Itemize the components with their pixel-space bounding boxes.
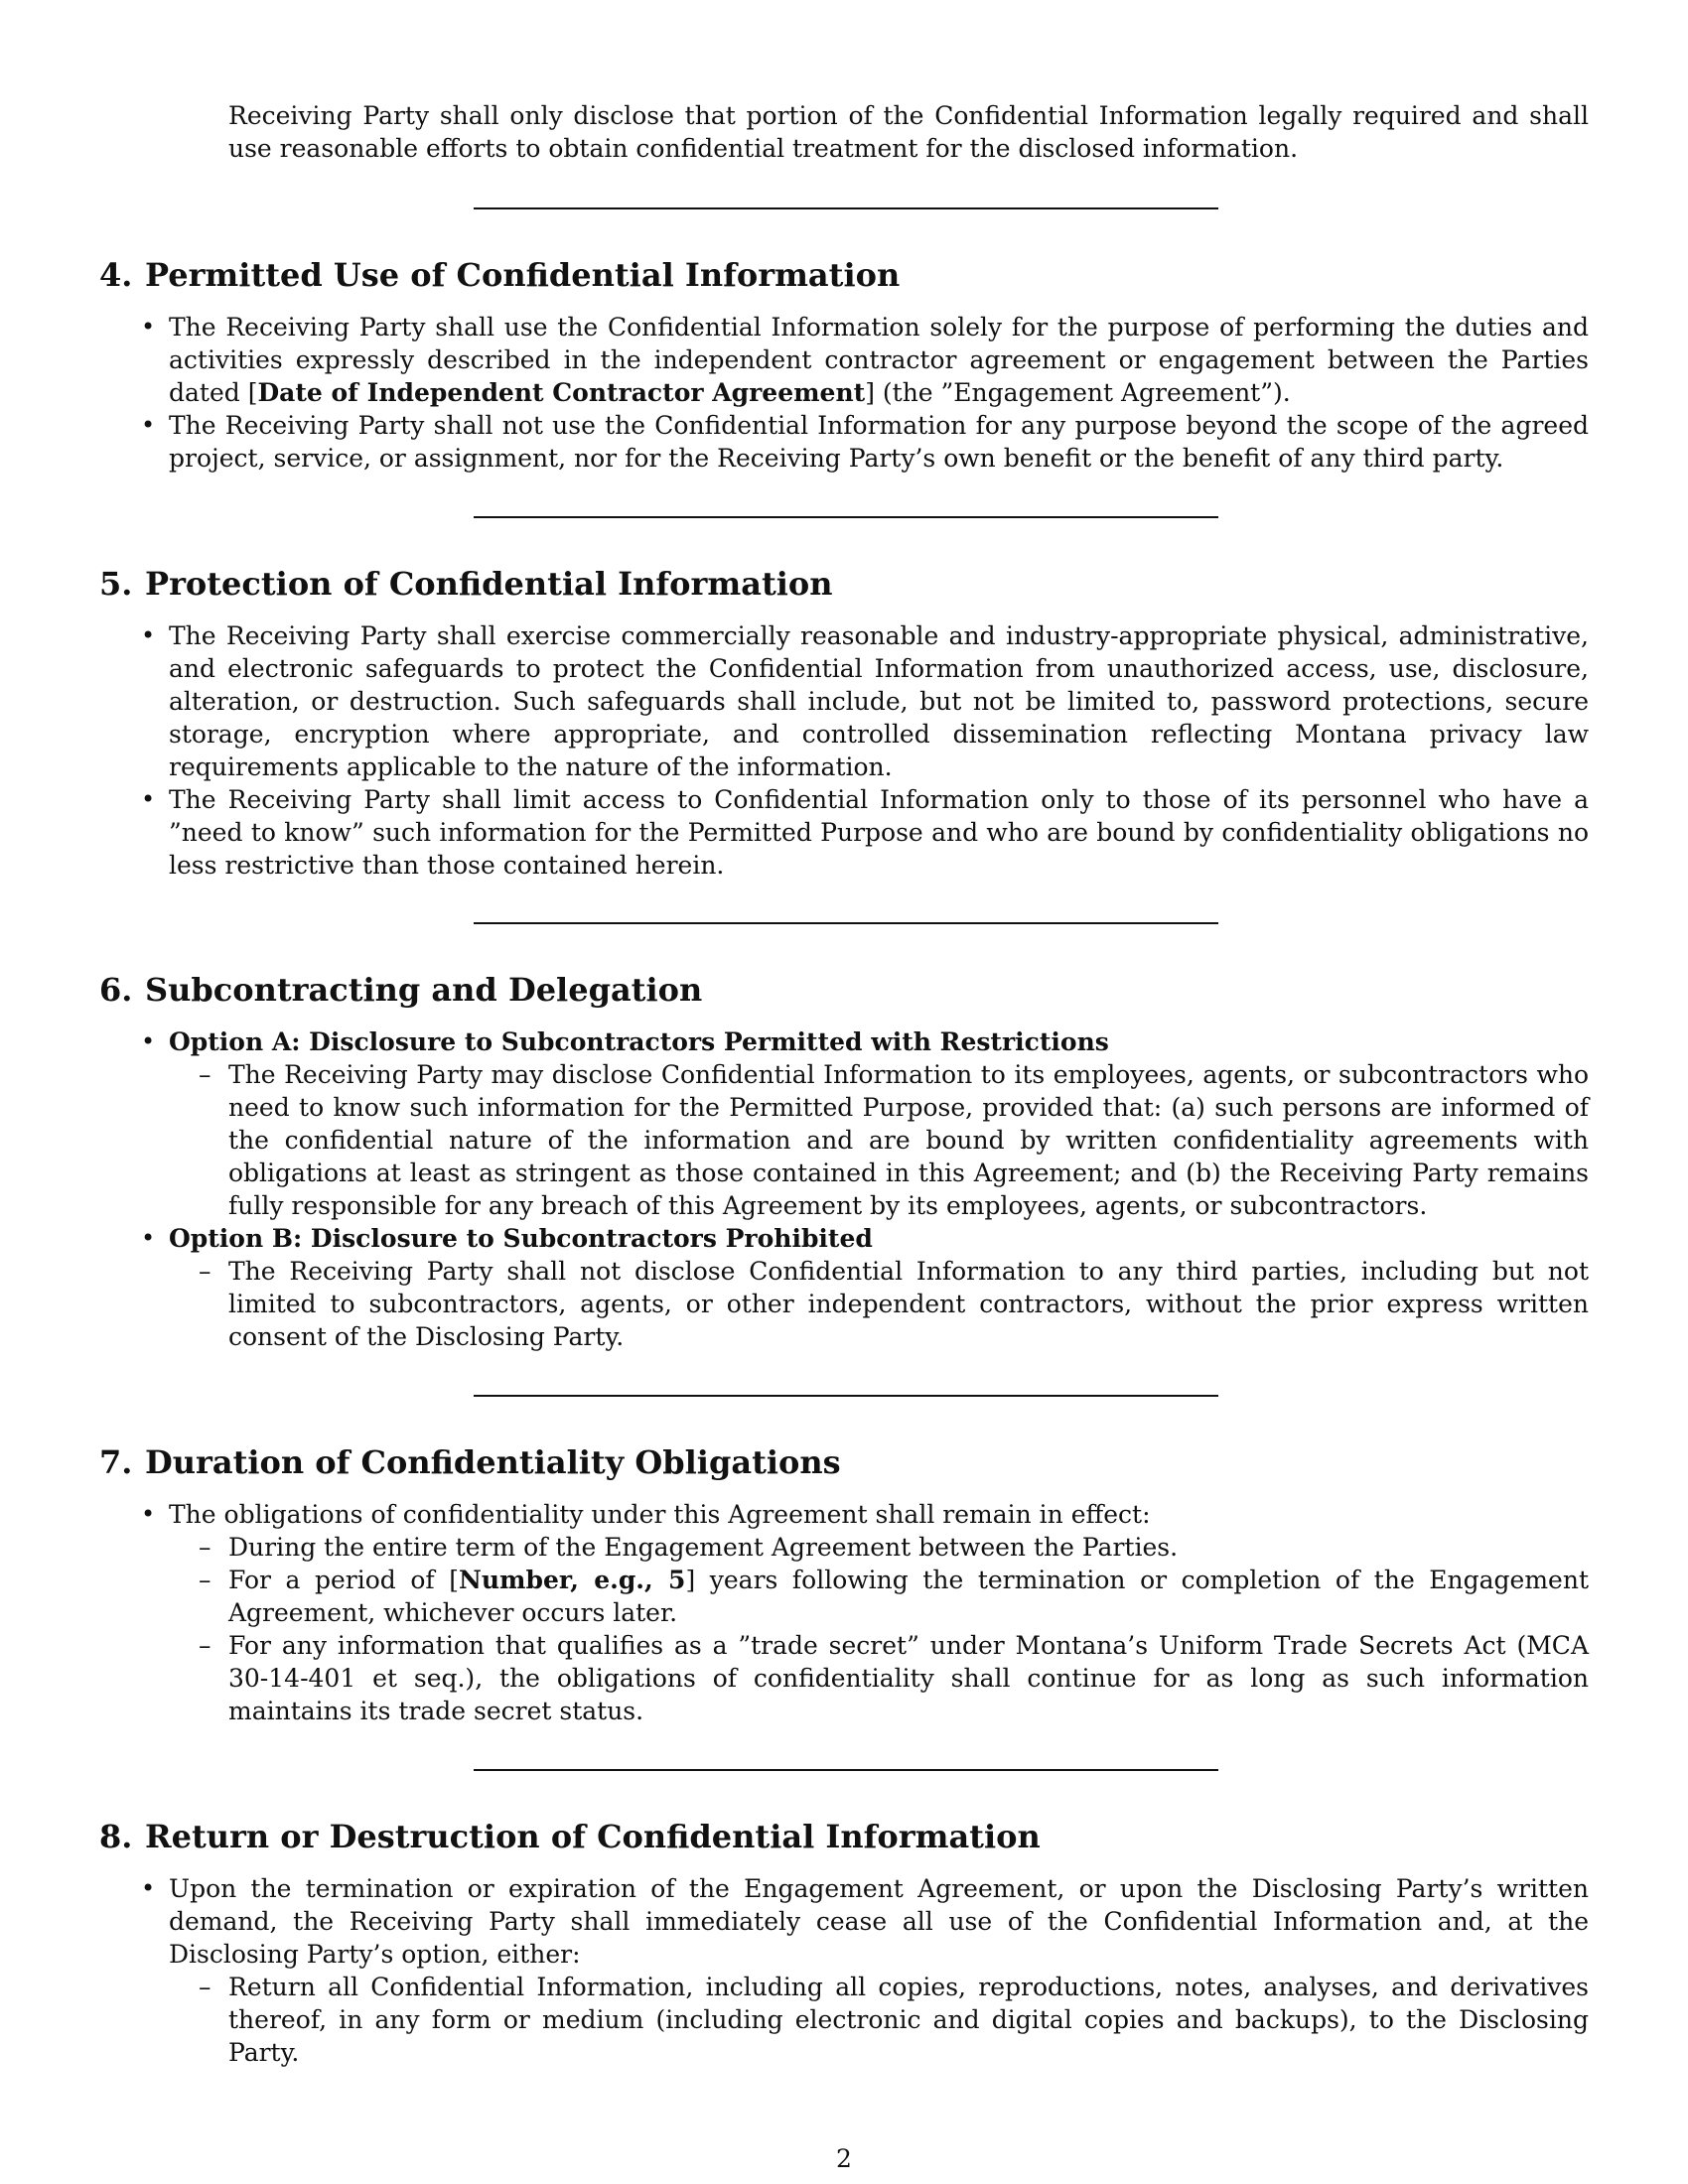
sub-list-item: – For a period of [Number, e.g., 5] years following the termination or completion of the Engagement Agreement, whichever occurs later. [228,1564,1589,1629]
section-divider [474,922,1218,924]
section-4-heading [99,255,900,295]
list-item: • The Receiving Party shall limit access to Confidential Information only to those of its personnel who have a ”need to know” such information for the Permitted Purpose and who are bound by confidentiality obligations no less restrictive than those contained herein. [169,783,1589,882]
section-title: Return or Destruction of Confidential Information [145,1818,1041,1855]
list-item: • The Receiving Party shall not use the Confidential Information for any purpose beyond the scope of the agreed project, service, or assignment, nor for the Receiving Party’s own benefit or the benefit of any third party. [169,409,1589,475]
list-item: • Upon the termination or expiration of the Engagement Agreement, or upon the Disclosing Party’s written demand, the Receiving Party shall immediately cease all use of the Confidential Information and, at the Disclosing Party’s option, either: – Return all Confidential Information, including all copies, reproductions, notes, analyses, and derivatives thereof, in any form or medium (including electronic and digital copies and backups), to the Disclosing Party. [169,1872,1589,2069]
section-number: 7. [99,1443,133,1481]
option-label: Option B: Disclosure to Subcontractors Prohibited [169,1224,873,1253]
list-item: • The obligations of confidentiality under this Agreement shall remain in effect: – During the entire term of the Engagement Agreement between the Parties. – For a period of [Number, e.g., 5] years following the termination or completion of the Engagement Agreement, whichever occurs later. – For any information that qualifies as a ”trade secret” under Montana’s Uniform Trade Secrets Act (MCA 30-14-401 et seq.), the obligations of confidentiality shall continue for as long as such information maintains its trade secret status. [169,1498,1589,1727]
section-number: 5. [99,565,133,603]
section-8-list [0,1872,1688,2069]
section-8-heading [99,1817,1041,1856]
section-4-list [0,311,1688,475]
list-item [169,1222,1589,1353]
sub-list-item: – The Receiving Party shall not disclose Confidential Information to any third parties, including but not limited to subcontractors, agents, or other independent contractors, without the prior express written consent of the Disclosing Party. [228,1255,1589,1353]
sub-list-item: – During the entire term of the Engagement Agreement between the Parties. [228,1531,1589,1564]
list-item: • The Receiving Party shall use the Confidential Information solely for the purpose of performing the duties and activities expressly described in the independent contractor agreement or engagement between the Parties dated [Date of Independent Contractor Agreement] (the ”Engagement Agreement”). [169,311,1589,409]
section-6-list [0,1025,1688,1353]
page-number: 2 [836,2144,852,2173]
option-label: Option A: Disclosure to Subcontractors Permitted with Restrictions [169,1027,1109,1056]
section-number: 6. [99,971,133,1009]
section-divider [474,207,1218,209]
section-number: 4. [99,256,133,294]
section-title: Duration of Confidentiality Obligations [145,1443,841,1481]
section-title: Permitted Use of Confidential Information [145,256,901,294]
section-divider [474,516,1218,518]
section-divider [474,1395,1218,1397]
section-6-heading [99,970,702,1010]
section-5-list [0,619,1688,882]
section-7-heading [99,1442,841,1482]
list-item: • The Receiving Party shall exercise commercially reasonable and industry-appropriate physical, administrative, and electronic safeguards to protect the Confidential Information from unauthorized access, use, disclosure, alteration, or destruction. Such safeguards shall include, but not be limited to, password protections, secure storage, encryption where appropriate, and controlled dissemination reflecting Montana privacy law requirements applicable to the nature of the information. [169,619,1589,783]
sub-list-item: – For any information that qualifies as a ”trade secret” under Montana’s Uniform Trade Secrets Act (MCA 30-14-401 et seq.), the obligations of confidentiality shall continue for as long as such information maintains its trade secret status. [228,1629,1589,1727]
sub-list-item: – Return all Confidential Information, including all copies, reproductions, notes, analyses, and derivatives thereof, in any form or medium (including electronic and digital copies and backups), to the Disclosing Party. [228,1971,1589,2069]
list-item [169,1025,1589,1222]
section-5-heading [99,564,832,604]
section-divider [474,1769,1218,1771]
intro-paragraph: Receiving Party shall only disclose that portion of the Confidential Information legally required and shall use reasonable efforts to obtain confidential treatment for the disclosed information. [228,101,1589,163]
section-number: 8. [99,1818,133,1855]
section-title: Subcontracting and Delegation [145,971,703,1009]
section-title: Protection of Confidential Information [145,565,833,603]
section-7-list [0,1498,1688,1727]
sub-list-item: – The Receiving Party may disclose Confidential Information to its employees, agents, or subcontractors who need to know such information for the Permitted Purpose, provided that: (a) such persons are informed of the confidential nature of the information and are bound by written confidentiality agreements with obligations at least as stringent as those contained in this Agreement; and (b) the Receiving Party remains fully responsible for any breach of this Agreement by its employees, agents, or subcontractors. [228,1058,1589,1222]
